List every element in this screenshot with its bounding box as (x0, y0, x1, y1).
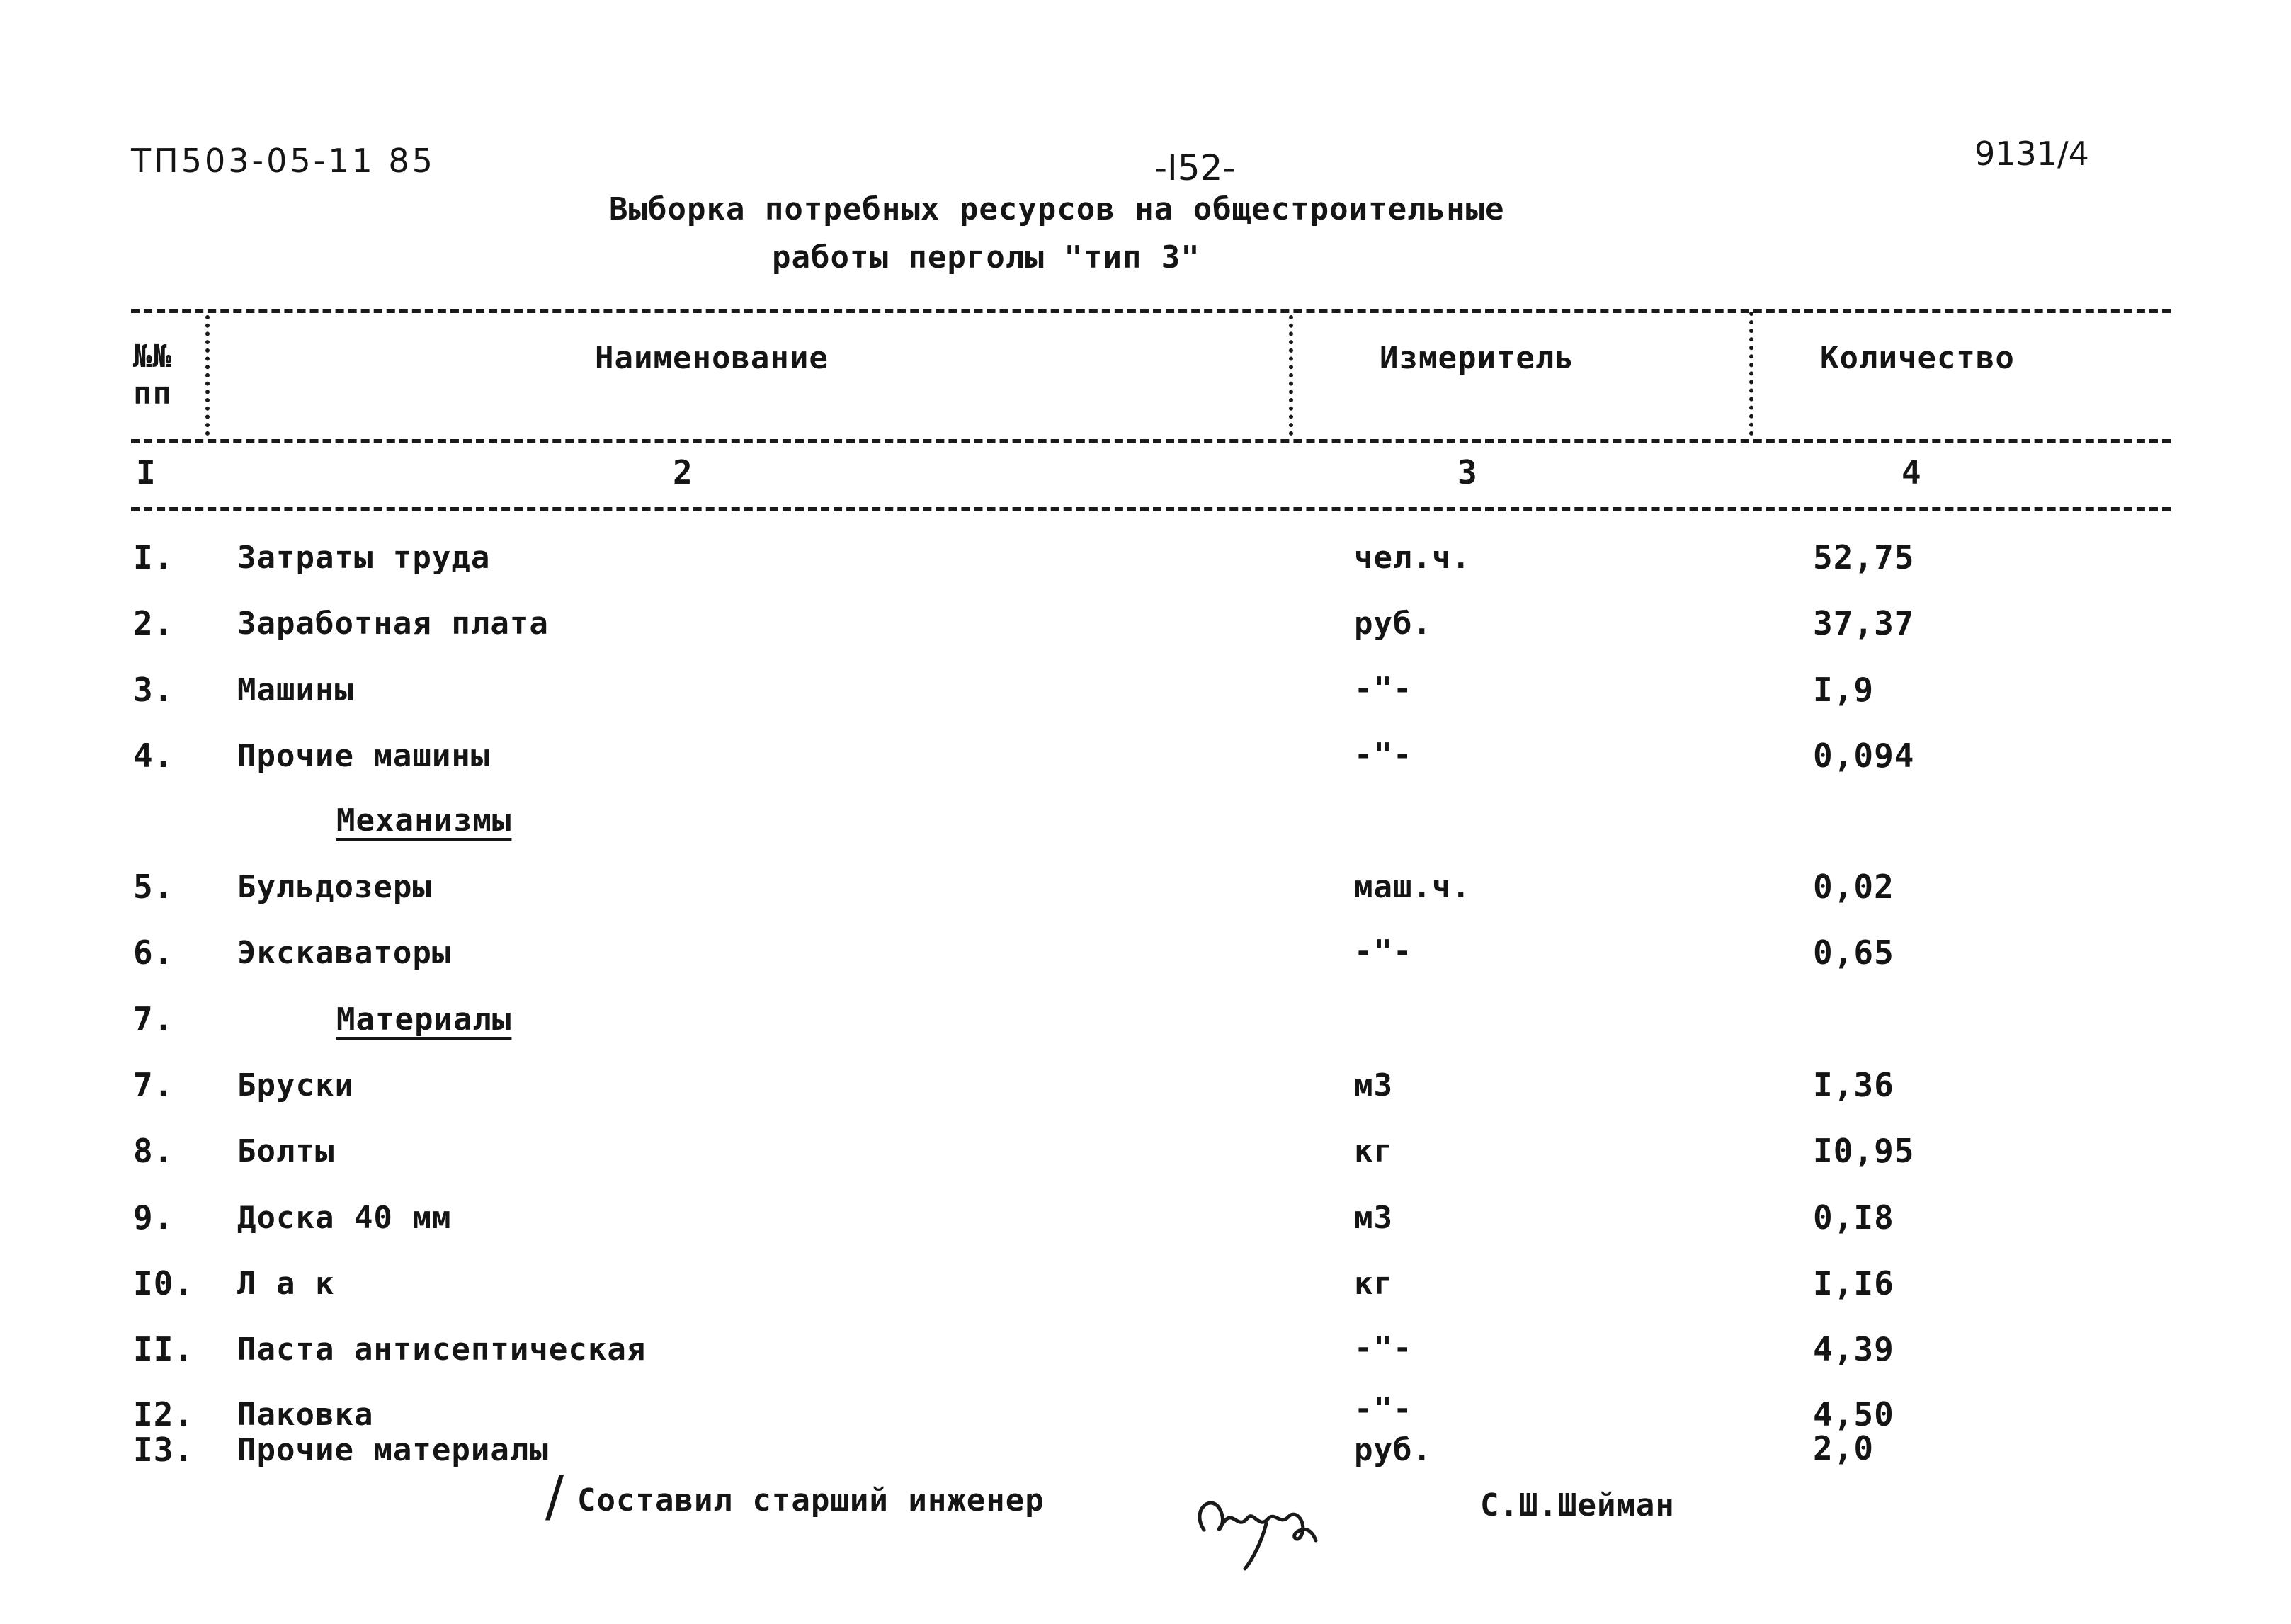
row-number: II. (133, 1330, 195, 1368)
row-number: 8. (133, 1132, 174, 1170)
row-unit: маш.ч. (1354, 869, 1471, 905)
page-title-line1: Выборка потребных ресурсов на общестроительные (609, 191, 1505, 227)
handwritten-signature (1183, 1470, 1331, 1576)
row-unit: -"- (1354, 671, 1413, 707)
row-name: Затраты труда (237, 540, 491, 576)
row-number: I2. (133, 1395, 195, 1433)
row-unit: руб. (1354, 606, 1432, 642)
page-title-line2: работы перголы "тип 3" (772, 239, 1200, 276)
row-unit: м3 (1354, 1067, 1393, 1103)
row-quantity: 0,I8 (1813, 1198, 1894, 1237)
row-number: I3. (133, 1431, 195, 1469)
column-number-3: 3 (1457, 453, 1478, 492)
row-number: 6. (133, 933, 174, 972)
row-quantity: 52,75 (1813, 538, 1915, 577)
row-name: Л а к (237, 1266, 335, 1302)
column-divider-1 (205, 315, 210, 436)
numbering-bottom-rule (131, 507, 2171, 511)
row-name: Доска 40 мм (237, 1200, 452, 1236)
row-unit: кг (1354, 1133, 1393, 1169)
row-name: Бульдозеры (237, 869, 432, 905)
section-number-materials: 7. (133, 1000, 174, 1038)
row-number: I0. (133, 1264, 195, 1302)
row-unit: -"- (1354, 1391, 1413, 1427)
table-top-rule (131, 309, 2171, 313)
row-name: Прочие машины (237, 738, 491, 774)
column-header-unit: Измеритель (1380, 340, 1574, 376)
row-name: Паковка (237, 1397, 374, 1433)
section-heading-materials: Материалы (336, 1001, 512, 1038)
row-unit: -"- (1354, 1330, 1413, 1366)
row-quantity: I0,95 (1813, 1132, 1915, 1170)
row-number: 4. (133, 737, 174, 775)
row-name: Прочие материалы (237, 1432, 549, 1468)
row-unit: -"- (1354, 737, 1413, 773)
row-quantity: I,36 (1813, 1066, 1894, 1104)
signer-name: С.Ш.Шейман (1480, 1487, 1675, 1523)
row-name: Экскаваторы (237, 935, 452, 971)
row-quantity: 0,65 (1813, 933, 1894, 972)
row-number: 9. (133, 1198, 174, 1237)
row-unit: чел.ч. (1354, 540, 1471, 576)
row-unit: м3 (1354, 1200, 1393, 1236)
row-number: 7. (133, 1066, 174, 1104)
row-quantity: 0,094 (1813, 737, 1915, 775)
row-number: I. (133, 538, 174, 577)
row-quantity: 0,02 (1813, 868, 1894, 906)
row-unit: -"- (1354, 933, 1413, 970)
row-number: 5. (133, 868, 174, 906)
row-quantity: I,9 (1813, 671, 1875, 709)
row-quantity: 4,50 (1813, 1395, 1894, 1433)
column-header-name: Наименование (595, 340, 829, 376)
row-name: Машины (237, 672, 354, 708)
document-code: ТП503-05-11 85 (131, 142, 436, 180)
row-name: Бруски (237, 1067, 354, 1103)
row-quantity: 2,0 (1813, 1429, 1875, 1467)
row-quantity: I,I6 (1813, 1264, 1894, 1302)
header-bottom-rule (131, 439, 2171, 443)
archive-number: 9131/4 (1974, 135, 2089, 173)
column-number-1: I (136, 453, 157, 492)
column-number-4: 4 (1901, 453, 1922, 492)
column-header-quantity: Количество (1820, 340, 2015, 376)
row-unit: кг (1354, 1266, 1393, 1302)
row-number: 2. (133, 604, 174, 642)
compiled-by-label: Составил старший инженер (577, 1482, 1045, 1518)
row-number: 3. (133, 671, 174, 709)
margin-slash-mark: / (545, 1465, 564, 1528)
column-header-number: №№ пп (133, 339, 172, 411)
row-name: Паста антисептическая (237, 1331, 647, 1368)
column-number-2: 2 (673, 453, 693, 492)
row-unit: руб. (1354, 1432, 1432, 1468)
row-quantity: 37,37 (1813, 604, 1915, 642)
section-heading-mechanisms: Механизмы (336, 802, 512, 839)
row-name: Болты (237, 1133, 335, 1169)
row-quantity: 4,39 (1813, 1330, 1894, 1368)
row-name: Заработная плата (237, 606, 549, 642)
page-number: -I52- (1154, 147, 1236, 188)
column-divider-2 (1289, 315, 1293, 436)
column-divider-3 (1749, 312, 1753, 436)
